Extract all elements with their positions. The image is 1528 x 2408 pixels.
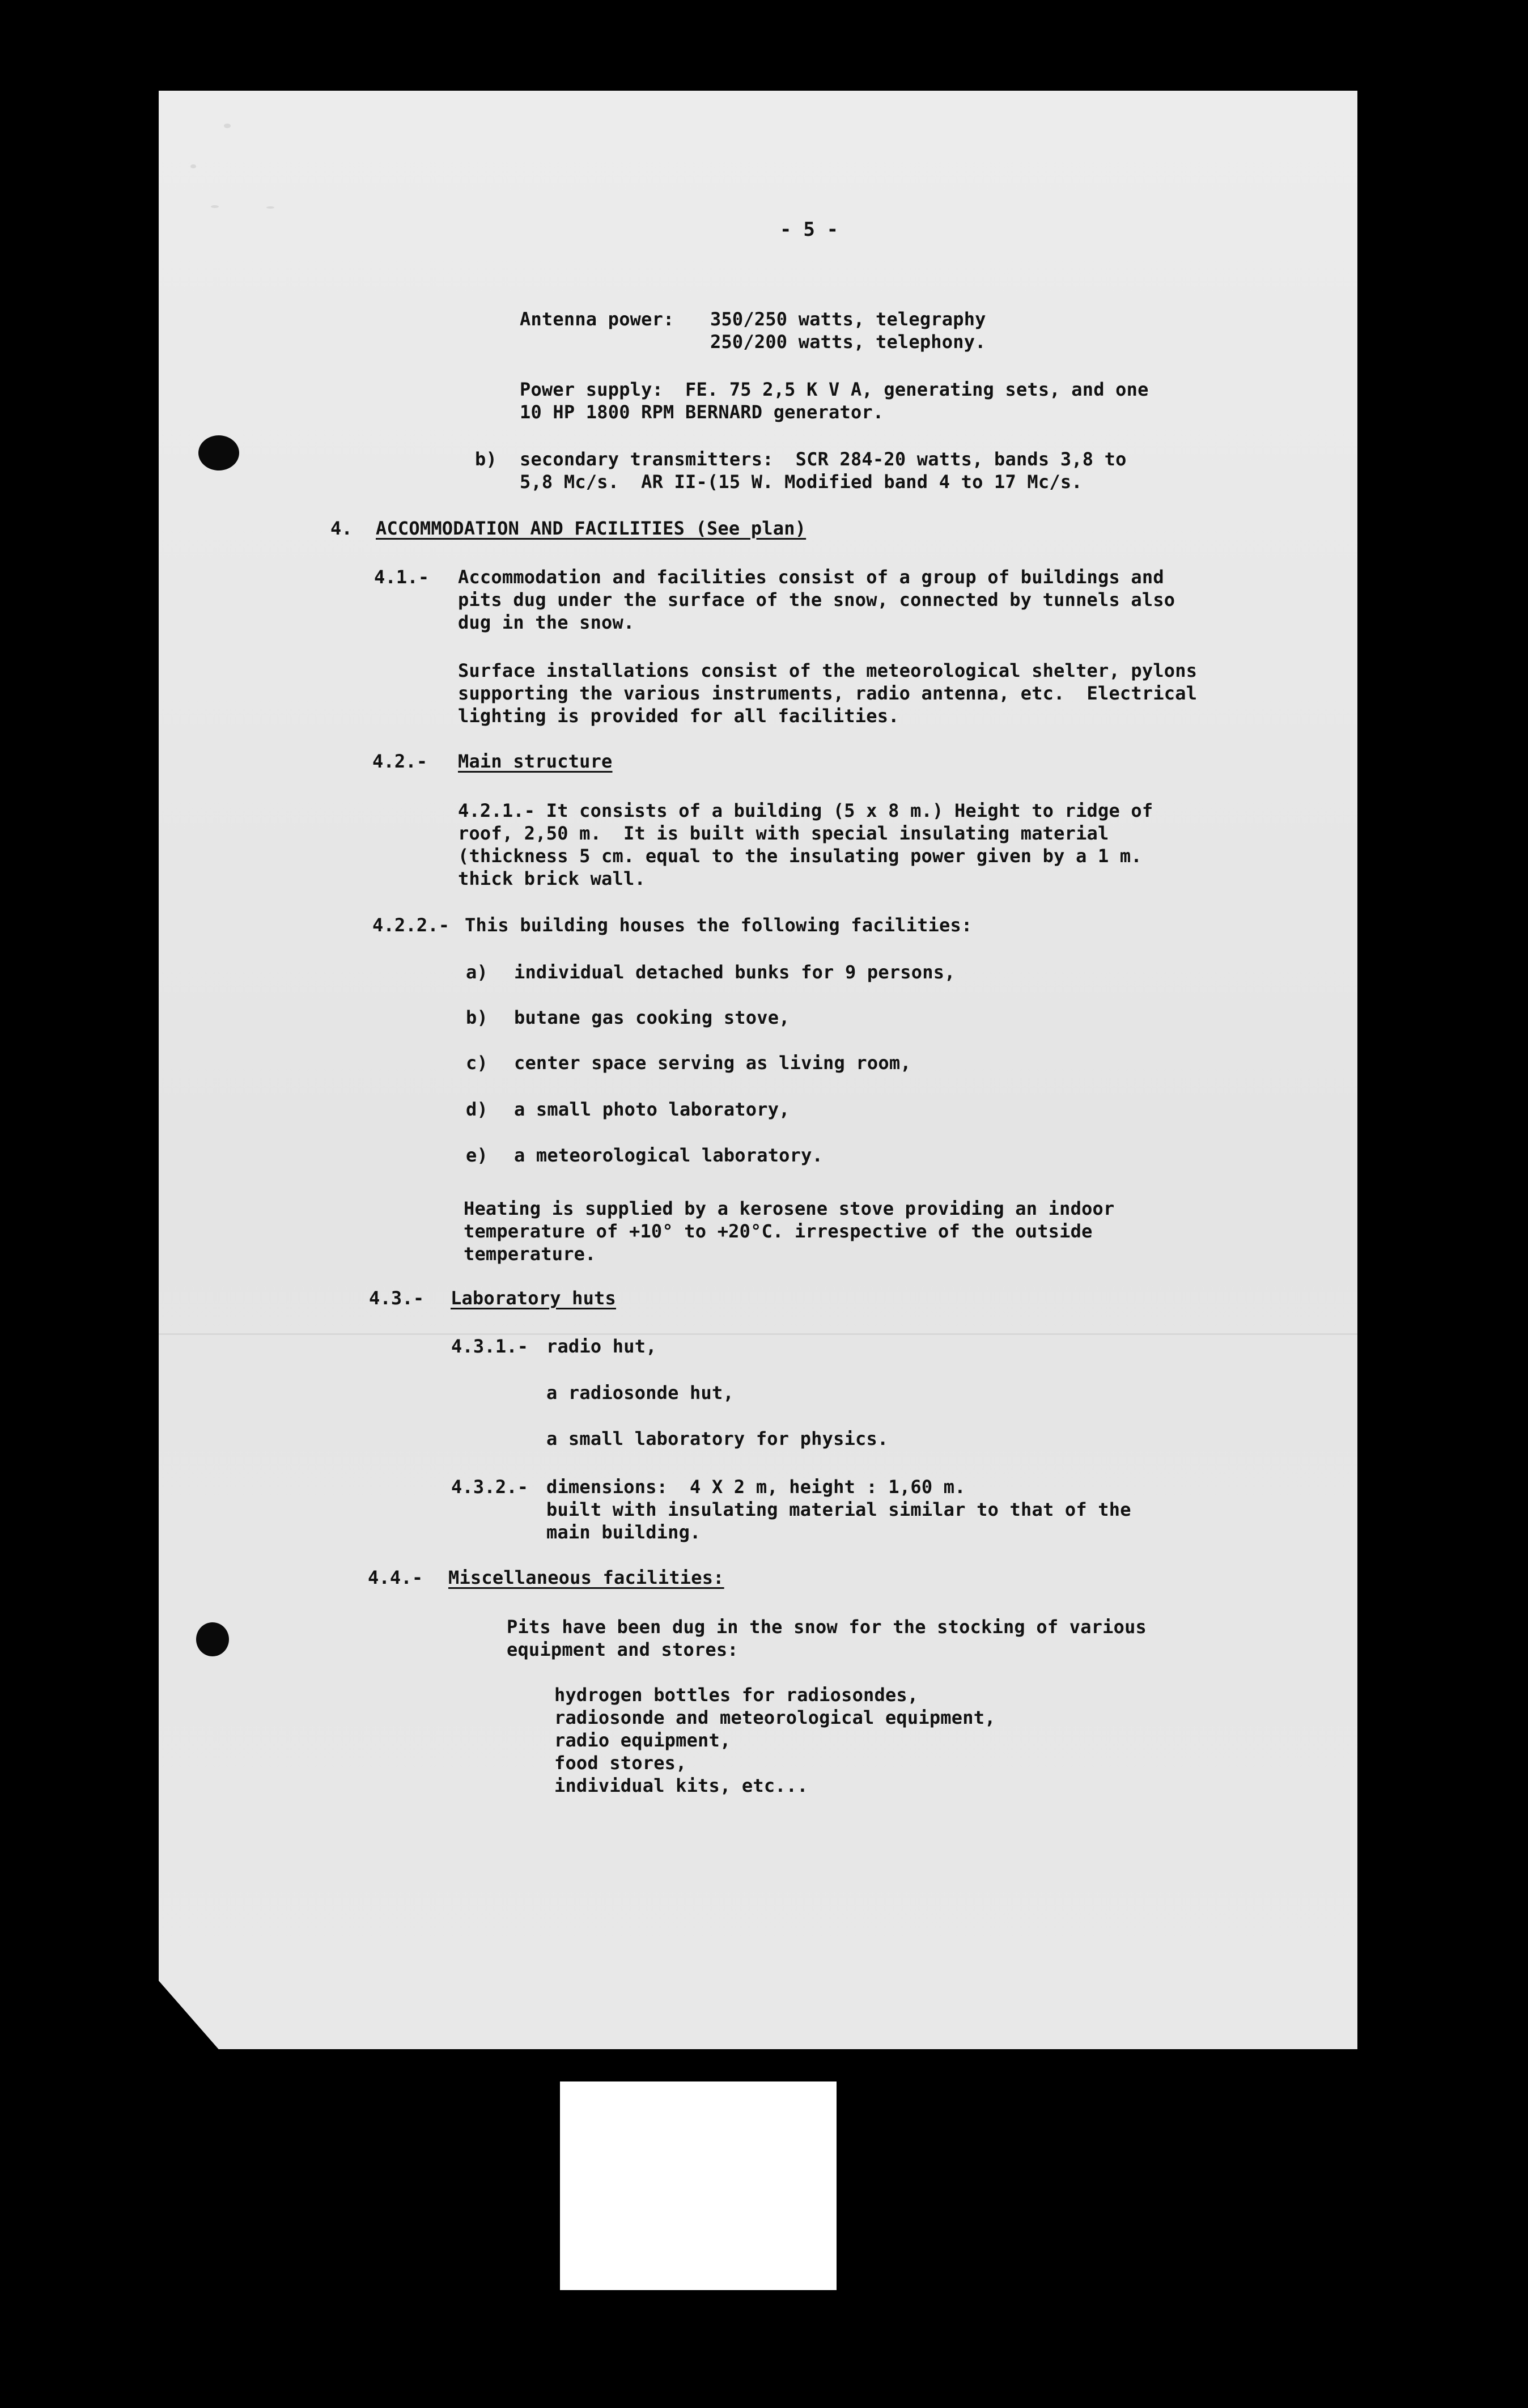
- s4-1-para2-line: supporting the various instruments, radio antenna, etc. Electrical: [458, 682, 1198, 704]
- s4-4-number: 4.4.-: [368, 1567, 423, 1588]
- heating-line: temperature of +10° to +20°C. irrespective of the outside: [464, 1220, 1093, 1242]
- heating-line: Heating is supplied by a kerosene stove providing an indoor: [464, 1198, 1115, 1219]
- facility-marker: d): [466, 1099, 488, 1120]
- facility-item: a small photo laboratory,: [514, 1099, 790, 1120]
- s4-3-2-line: built with insulating material similar to that of the: [546, 1499, 1131, 1520]
- s4-1-number: 4.1.-: [374, 566, 430, 588]
- blank-label-box: [560, 2081, 837, 2290]
- s4-2-2-number: 4.2.2.-: [372, 914, 450, 936]
- margin-speck: [211, 205, 219, 208]
- s4-1-line: Accommodation and facilities consist of a group of buildings and: [458, 566, 1164, 588]
- power-line-2: 10 HP 1800 RPM BERNARD generator.: [520, 401, 884, 423]
- s4-2-title: Main structure: [458, 751, 613, 772]
- facility-item: center space serving as living room,: [514, 1052, 911, 1074]
- punch-hole-bottom: [196, 1622, 229, 1656]
- antenna-line-1: 350/250 watts, telegraphy: [710, 308, 986, 330]
- s4-2-number: 4.2.-: [372, 751, 428, 772]
- stores-item: hydrogen bottles for radiosondes,: [554, 1684, 919, 1706]
- s4-3-1-number: 4.3.1.-: [451, 1336, 529, 1357]
- margin-speck: [190, 164, 196, 168]
- facility-item: individual detached bunks for 9 persons,: [514, 961, 956, 983]
- s4-3-2-line: dimensions: 4 X 2 m, height : 1,60 m.: [546, 1476, 966, 1498]
- s4-2-1-line: (thickness 5 cm. equal to the insulating power given by a 1 m.: [458, 845, 1142, 867]
- s4-4-intro-line: Pits have been dug in the snow for the stocking of various: [507, 1616, 1147, 1638]
- secondary-marker: b): [475, 448, 497, 470]
- page-number: - 5 -: [780, 218, 839, 241]
- margin-speck: [266, 206, 274, 209]
- s4-2-1-line: roof, 2,50 m. It is built with special insulating material: [458, 823, 1109, 844]
- punch-hole-top: [198, 435, 239, 470]
- facility-item: butane gas cooking stove,: [514, 1007, 790, 1028]
- s4-3-1-first: radio hut,: [546, 1336, 657, 1357]
- s4-1-line: dug in the snow.: [458, 612, 635, 633]
- facility-marker: b): [466, 1007, 488, 1028]
- s4-3-1-item: a radiosonde hut,: [546, 1382, 734, 1404]
- s4-1-para2-line: Surface installations consist of the meteorological shelter, pylons: [458, 660, 1198, 681]
- stores-item: radiosonde and meteorological equipment,: [554, 1707, 996, 1728]
- facility-marker: c): [466, 1052, 488, 1074]
- margin-speck: [224, 124, 231, 128]
- s4-4-title: Miscellaneous facilities:: [448, 1567, 724, 1588]
- s4-3-number: 4.3.-: [369, 1287, 425, 1309]
- heating-line: temperature.: [464, 1243, 596, 1265]
- antenna-line-2: 250/200 watts, telephony.: [710, 331, 986, 353]
- stores-item: food stores,: [554, 1752, 687, 1774]
- s4-1-line: pits dug under the surface of the snow, connected by tunnels also: [458, 589, 1175, 611]
- section-4-number: 4.: [330, 518, 353, 539]
- power-line-1: Power supply: FE. 75 2,5 K V A, generating sets, and one: [520, 379, 1149, 400]
- s4-1-para2-line: lighting is provided for all facilities.: [458, 705, 899, 727]
- stores-item: individual kits, etc...: [554, 1775, 808, 1796]
- s4-3-title: Laboratory huts: [451, 1287, 616, 1309]
- s4-4-intro-line: equipment and stores:: [507, 1639, 738, 1660]
- secondary-line-1: secondary transmitters: SCR 284-20 watts, bands 3,8 to: [520, 448, 1127, 470]
- facility-marker: e): [466, 1144, 488, 1166]
- s4-2-1-line: thick brick wall.: [458, 868, 646, 889]
- s4-3-1-item: a small laboratory for physics.: [546, 1428, 889, 1449]
- s4-3-2-line: main building.: [546, 1521, 701, 1543]
- page-fold-line: [159, 1333, 1357, 1335]
- secondary-line-2: 5,8 Mc/s. AR II-(15 W. Modified band 4 to 17 Mc/s.: [520, 471, 1083, 493]
- s4-2-1-line: 4.2.1.- It consists of a building (5 x 8 m.) Height to ridge of: [458, 800, 1153, 821]
- facility-item: a meteorological laboratory.: [514, 1144, 824, 1166]
- s4-3-2-number: 4.3.2.-: [451, 1476, 529, 1498]
- section-4-title: ACCOMMODATION AND FACILITIES (See plan): [376, 518, 807, 539]
- antenna-label: Antenna power:: [520, 308, 674, 330]
- facility-marker: a): [466, 961, 488, 983]
- s4-2-2-intro: This building houses the following facilities:: [465, 914, 973, 936]
- stores-item: radio equipment,: [554, 1729, 731, 1751]
